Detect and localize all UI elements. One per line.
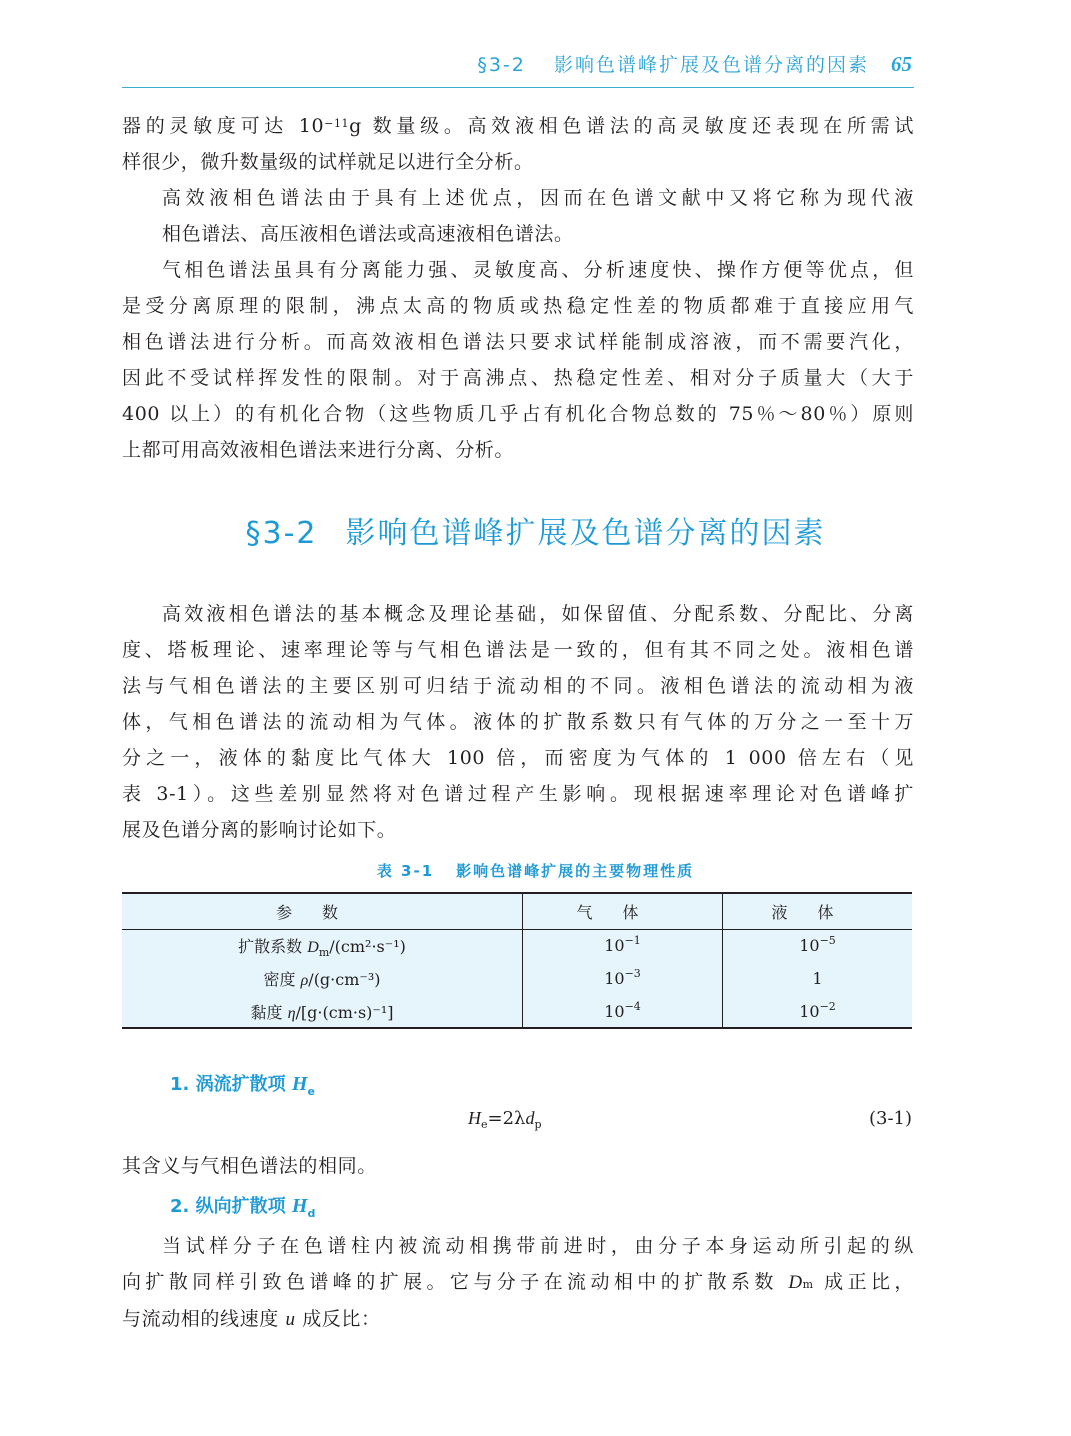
param-cell: [122, 995, 523, 1028]
para4-line-7: 展及色谱分离的影响讨论如下。: [122, 819, 397, 841]
param-name: 黏度: [250, 1002, 283, 1022]
gas-base: 10: [604, 969, 625, 988]
para1-line-2: 样很少，微升数量级的试样就足以进行全分析。: [122, 151, 534, 173]
param-cell: [122, 929, 523, 962]
para6-line-1: 当试样分子在色谱柱内被流动相携带前进时，由分子本身运动所引起的纵: [162, 1235, 914, 1257]
table-caption-text: 影响色谱峰扩展的主要物理性质: [456, 862, 695, 880]
para4-line-1: 高效液相色谱法的基本概念及理论基础，如保留值、分配系数、分配比、分离: [162, 603, 914, 625]
gas-base: 10: [604, 936, 625, 956]
eq-lhs: H: [468, 1108, 481, 1128]
gas-base: 10: [604, 1001, 625, 1021]
para2-line-2: 相色谱法、高压液相色谱法或高速液相色谱法。: [162, 223, 574, 245]
page-number: 65: [891, 52, 912, 76]
section-title-text: 影响色谱峰扩展及色谱分离的因素: [345, 516, 826, 551]
param-symbol: D: [307, 939, 319, 957]
header-param: 参数: [122, 893, 523, 929]
running-head-title: 影响色谱峰扩展及色谱分离的因素: [553, 54, 869, 76]
superscript: −11: [324, 117, 350, 130]
subsection-2-heading: [170, 1192, 315, 1218]
para4-line-6: 表 3-1）。这些差别显然将对色谱过程产生影响。现根据速率理论对色谱峰扩: [122, 783, 914, 805]
liquid-exp: −2: [819, 999, 836, 1013]
liquid-base: 10: [799, 936, 820, 956]
subsection-symbol: H: [291, 1073, 308, 1095]
table-header-row: [122, 893, 912, 929]
liquid-base: 10: [799, 1001, 820, 1021]
eq-rhs-var: d: [525, 1108, 535, 1128]
liquid-cell: [723, 995, 913, 1028]
equation-number: (3-1): [868, 1108, 912, 1129]
text: 成反比：: [302, 1308, 381, 1330]
param-name: 密度: [263, 970, 296, 989]
para4-line-2: 度、塔板理论、速率理论等与气相色谱法是一致的，但有其不同之处。液相色谱: [122, 639, 914, 661]
subsection-symbol-sub: e: [307, 1085, 315, 1098]
paragraph-2: [122, 180, 914, 252]
running-head: [122, 50, 912, 80]
table-number: 表 3-1: [376, 862, 435, 880]
para3-line-1: 气相色谱法虽具有分离能力强、灵敏度高、分析速度快、操作方便等优点，但: [162, 259, 914, 281]
text: 与流动相的线速度: [122, 1308, 279, 1330]
subsection-1-heading: [170, 1070, 315, 1096]
paragraph-4: [122, 596, 914, 848]
table-row: [122, 962, 912, 995]
properties-table: [122, 892, 912, 1029]
gas-exp: −3: [624, 967, 641, 980]
eq-lhs-sub: e: [481, 1118, 488, 1131]
para2-line-1: 高效液相色谱法由于具有上述优点，因而在色谱文献中又将它称为现代液: [162, 187, 914, 209]
gas-cell: [523, 929, 723, 962]
subsection-label: 2. 纵向扩散项: [170, 1196, 286, 1217]
para4-line-5: 分之一，液体的黏度比气体大 100 倍，而密度为气体的 1 000 倍左右（见: [122, 747, 914, 769]
para4-line-4: 体，气相色谱法的流动相为气体。液体的扩散系数只有气体的万分之一至十万: [122, 711, 914, 733]
para1-line-1: [122, 108, 914, 144]
var: D: [788, 1272, 803, 1293]
var-sub: m: [802, 1278, 814, 1291]
para3-line-4: 因此不受试样挥发性的限制。对于高沸点、热稳定性差、相对分子质量大（大于: [122, 367, 914, 389]
liquid-base: 1: [812, 969, 823, 988]
eq-rhs-sub: p: [534, 1118, 542, 1131]
param-name: 扩散系数: [238, 937, 303, 957]
liquid-exp: −5: [819, 934, 836, 948]
para3-line-3: 相色谱法进行分析。而高效液相色谱法只要求试样能制成溶液，而不需要汽化，: [122, 331, 914, 353]
liquid-cell: [723, 929, 913, 962]
param-unit: /(g·cm⁻³): [308, 970, 381, 989]
text: 器的灵敏度可达 10: [122, 115, 325, 137]
running-head-section-number: §3-2: [477, 54, 526, 76]
header-rule: [122, 87, 914, 88]
text: g 数量级。高效液相色谱法的高灵敏度还表现在所需试: [349, 115, 914, 137]
param-symbol-sub: m: [318, 946, 330, 960]
paragraph-1: [122, 108, 914, 180]
paragraph-6: [122, 1228, 914, 1338]
subsection-symbol-sub: d: [307, 1207, 316, 1220]
gas-cell: [523, 995, 723, 1028]
para3-line-5: 400 以上）的有机化合物（这些物质几乎占有机化合物总数的 75％～80％）原则: [122, 403, 914, 425]
gas-cell: [523, 962, 723, 995]
para6-line-2: [122, 1264, 914, 1301]
param-unit: /[g·(cm·s)⁻¹]: [295, 1002, 394, 1022]
text: 成正比，: [824, 1271, 915, 1293]
liquid-cell: [723, 962, 913, 995]
para3-line-6: 上都可用高效液相色谱法来进行分离、分析。: [122, 439, 515, 461]
gas-exp: −1: [624, 934, 641, 948]
eq-rhs: =2λ: [487, 1108, 526, 1129]
header-gas: 气体: [523, 893, 723, 929]
equation-body: [468, 1108, 542, 1129]
section-title: [0, 508, 1071, 552]
para6-line-3: [122, 1301, 914, 1338]
para5-line-1: 其含义与气相色谱法的相同。: [122, 1155, 377, 1177]
param-symbol: ρ: [300, 972, 309, 989]
param-unit: /(cm²·s⁻¹): [329, 937, 406, 957]
paragraph-5: [122, 1148, 914, 1184]
var: u: [285, 1309, 296, 1330]
header-liquid: 液体: [771, 902, 864, 922]
param-symbol: η: [287, 1004, 296, 1022]
para4-line-3: 法与气相色谱法的主要区别可归结于流动相的不同。液相色谱法的流动相为液: [122, 675, 914, 697]
table-row: [122, 929, 912, 962]
section-number: §3-2: [245, 516, 318, 551]
text: 向扩散同样引致色谱峰的扩展。它与分子在流动相中的扩散系数: [122, 1271, 778, 1293]
subsection-symbol: H: [291, 1195, 308, 1217]
subsection-label: 1. 涡流扩散项: [170, 1074, 286, 1095]
gas-exp: −4: [624, 999, 641, 1013]
paragraph-3: [122, 252, 914, 468]
param-cell: [122, 962, 523, 995]
table-caption: [0, 860, 1071, 881]
table-row: [122, 995, 912, 1028]
para3-line-2: 是受分离原理的限制，沸点太高的物质或热稳定性差的物质都难于直接应用气: [122, 295, 914, 317]
